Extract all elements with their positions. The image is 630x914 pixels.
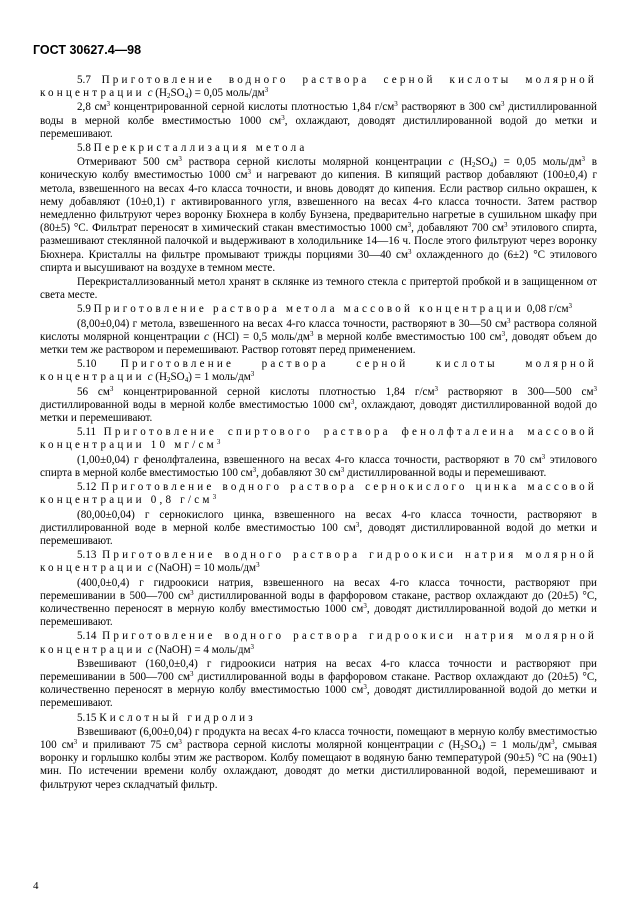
formula-part: SO bbox=[463, 738, 479, 751]
section-title: Кислотный гидролиз bbox=[99, 711, 256, 724]
formula-part: SO bbox=[170, 371, 185, 384]
formula-part: ) bbox=[493, 156, 497, 169]
section-number: 5.11 bbox=[77, 426, 97, 439]
formula-sub: 2 bbox=[471, 161, 476, 170]
section-title: Приготовление водного раствора сернокислого цинка массовой концентрации 0,8 г/см bbox=[40, 481, 597, 507]
section-5-12-heading bbox=[40, 481, 597, 507]
formula-part: SO bbox=[170, 87, 185, 100]
section-title: Приготовление раствора метола массовой концентрации bbox=[93, 303, 524, 316]
superscript: 3 bbox=[363, 683, 367, 692]
text: , добавляют 700 см bbox=[411, 222, 505, 235]
formula-symbol: c bbox=[438, 738, 444, 751]
text: дистиллированной воды в мерной колбе вместимостью 1000 см bbox=[40, 398, 351, 411]
text: и приливают 75 см bbox=[77, 738, 179, 751]
section-title: Приготовление водного раствора гидроокиси натрия молярной концентрации bbox=[40, 630, 597, 656]
section-5-12-body bbox=[40, 509, 597, 549]
superscript: 3 bbox=[212, 493, 217, 502]
text: (1,00±0,04) г фенолфталеина, взвешенного на весах 4-го класса точности, растворяют в 70 см bbox=[77, 453, 542, 466]
section-5-7-body bbox=[40, 101, 597, 141]
superscript: 3 bbox=[109, 384, 114, 393]
section-5-10-body bbox=[40, 386, 597, 426]
superscript: 3 bbox=[407, 247, 412, 256]
text: растворяют в 300 см bbox=[397, 101, 502, 114]
superscript: 3 bbox=[309, 329, 314, 338]
formula-value: (NaOH) = 4 моль/дм bbox=[155, 643, 251, 656]
formula-sub: 4 bbox=[489, 161, 494, 170]
superscript: 3 bbox=[252, 465, 257, 474]
text: концентрированной серной кислоты плотностью 1,84 г/см bbox=[110, 101, 395, 114]
superscript: 3 bbox=[106, 100, 111, 109]
formula-sub: 4 bbox=[184, 92, 189, 101]
text: (400,0±0,4) г гидроокиси натрия, взвешенного на весах 4-го класса точности, растворяют при перемешивании в 500—700 см bbox=[40, 576, 597, 602]
text: раствора соляной кислоты молярной концентрации bbox=[40, 317, 597, 343]
text: растворяют в 300—500 см bbox=[438, 385, 594, 398]
text: , смывая воронку и горлышко колбы этим же раствором. Колбу помещают в водяную баню температурой (90±5) °С на (90±1) мин. По истечении времени колбу охлаждают, доводят до метки дистиллированной водой, перемешивают и фильтруют через складчатый фильтр. bbox=[40, 738, 598, 791]
formula-part: ) bbox=[188, 371, 192, 384]
text: = 0,05 моль/дм bbox=[496, 156, 582, 169]
superscript: 3 bbox=[434, 384, 438, 393]
superscript: 3 bbox=[190, 669, 194, 678]
superscript: 3 bbox=[551, 737, 555, 746]
formula-part: SO bbox=[475, 156, 490, 169]
formula-part: ) bbox=[188, 87, 192, 100]
section-5-8-heading bbox=[40, 142, 597, 155]
superscript: 3 bbox=[501, 100, 505, 109]
text: 2,8 см bbox=[77, 101, 107, 114]
text: , доводят дистиллированной водой до метки и перемешивают. bbox=[40, 521, 598, 547]
section-title: Перекристаллизация метола bbox=[93, 142, 308, 155]
formula-sub: 4 bbox=[184, 376, 189, 385]
superscript: 3 bbox=[250, 642, 255, 651]
superscript: 3 bbox=[281, 113, 285, 122]
section-title: Приготовление водного раствора серной кислоты молярной концентрации bbox=[40, 74, 597, 100]
text: = 1 моль/дм bbox=[485, 738, 552, 751]
superscript: 3 bbox=[190, 588, 194, 597]
section-number: 5.7 bbox=[77, 74, 91, 86]
formula-value: = 1 моль/дм bbox=[191, 371, 251, 384]
formula-sub: 4 bbox=[478, 743, 482, 752]
text: Взвешивают (6,00±0,04) г продукта на весах 4-го класса точности, помещают в мерную колбу вместимостью 100 см bbox=[40, 725, 597, 751]
superscript: 3 bbox=[178, 737, 182, 746]
section-5-13-body bbox=[40, 577, 597, 630]
formula-part: (H bbox=[155, 371, 167, 384]
formula-part: (HCl) bbox=[213, 330, 239, 343]
formula-symbol: c bbox=[448, 156, 454, 169]
text: в мерной колбе вместимостью 100 см bbox=[313, 330, 502, 343]
superscript: 3 bbox=[407, 221, 412, 230]
superscript: 3 bbox=[355, 520, 360, 529]
superscript: 3 bbox=[250, 370, 255, 379]
section-5-15-heading bbox=[40, 712, 597, 725]
text: , добавляют 30 см bbox=[256, 466, 341, 479]
text: раствора серной кислоты молярной концентрации bbox=[181, 738, 434, 751]
superscript: 3 bbox=[568, 302, 572, 311]
text: 56 см bbox=[77, 385, 110, 398]
section-5-10-heading bbox=[40, 358, 597, 384]
document-header: ГОСТ 30627.4—98 bbox=[33, 43, 142, 57]
superscript: 3 bbox=[73, 737, 78, 746]
formula-value: = 0,05 моль/дм bbox=[191, 87, 265, 100]
text: концентрированной серной кислоты плотностью 1,84 г/см bbox=[113, 385, 435, 398]
text: Отмеривают 500 см bbox=[77, 156, 179, 169]
formula-symbol: c bbox=[147, 87, 153, 100]
text: (8,00±0,04) г метола, взвешенного на весах 4-го класса точности, растворяют в 30—50 см bbox=[77, 317, 508, 330]
text: , доводят объем до метки тем же раствором и перемешивают. Раствор готовят перед применением. bbox=[40, 330, 597, 357]
text: дистиллированной воды в мерной колбе вместимостью 1000 см bbox=[40, 101, 597, 127]
section-number: 5.10 bbox=[77, 358, 97, 371]
section-5-14-heading bbox=[40, 630, 597, 656]
superscript: 3 bbox=[247, 168, 252, 177]
superscript: 3 bbox=[216, 438, 221, 447]
text: охлажденного до (6±2) °С этилового спирта и высушивают на воздухе в темном месте. bbox=[40, 248, 597, 274]
section-5-11-body bbox=[40, 454, 597, 480]
section-5-11-heading bbox=[40, 426, 597, 452]
text: = 0,5 моль/дм bbox=[238, 330, 310, 343]
superscript: 3 bbox=[178, 155, 182, 164]
superscript: 3 bbox=[363, 601, 367, 610]
superscript: 3 bbox=[593, 384, 598, 393]
text: , охлаждают, доводят дистиллированной водой до метки и перемешивают. bbox=[40, 398, 597, 425]
document-body bbox=[40, 74, 597, 793]
superscript: 3 bbox=[501, 329, 506, 338]
section-5-9-heading bbox=[40, 303, 597, 316]
superscript: 3 bbox=[504, 221, 508, 230]
formula-symbol: c bbox=[147, 371, 153, 384]
superscript: 3 bbox=[256, 561, 260, 570]
text: , доводят дистиллированной водой до метки и перемешивают. bbox=[40, 684, 597, 710]
section-5-8-body bbox=[40, 156, 597, 275]
formula-symbol: c bbox=[147, 643, 153, 656]
text: раствора серной кислоты молярной концентрации bbox=[181, 156, 442, 169]
formula-part: (H bbox=[448, 738, 461, 751]
section-number: 5.12 bbox=[77, 481, 97, 494]
formula-sub: 2 bbox=[167, 376, 171, 385]
section-title: Приготовление спиртового раствора фенолфталеина массовой концентрации 10 мг/см bbox=[40, 426, 597, 452]
text: дистиллированной воды в фарфоровом стакане. Раствор охлаждают до (20±5) °С, количественно переносят в мерную колбу вместимостью 1000 см bbox=[40, 670, 597, 697]
formula-sub: 2 bbox=[460, 743, 464, 752]
superscript: 3 bbox=[394, 100, 398, 109]
formula-sub: 2 bbox=[167, 92, 171, 101]
formula-part: (H bbox=[460, 156, 472, 169]
superscript: 3 bbox=[350, 397, 355, 406]
section-number: 5.8 bbox=[77, 142, 91, 155]
section-number: 5.14 bbox=[77, 630, 97, 643]
text: , охлаждают, доводят дистиллированной водой до метки и перемешивают. bbox=[40, 114, 597, 140]
text: дистиллированной воды в фарфоровом стакане, раствор охлаждают до (20±5) °С, количественно переносят в мерную колбу вместимостью 1000 см bbox=[40, 589, 597, 615]
text: этилового спирта, размешивают стеклянной палочкой и выдерживают в холодильнике 14—16 ч. После этого фильтруют через воронку Бюхнера. Кристаллы на фильтре промывают трижды порциями 30—40 см bbox=[40, 222, 597, 261]
section-5-8-storage: Перекристаллизованный метол хранят в склянке из темного стекла с притертой пробкой и в защищенном от света месте. bbox=[40, 276, 597, 302]
formula-value: (NaOH) = 10 моль/дм bbox=[155, 562, 257, 575]
formula-symbol: c bbox=[147, 562, 153, 575]
formula-symbol: c bbox=[204, 330, 209, 343]
superscript: 3 bbox=[581, 155, 586, 164]
text: в коническую колбу вместимостью 1000 см bbox=[40, 156, 597, 182]
superscript: 3 bbox=[264, 86, 269, 95]
section-number: 5.9 bbox=[77, 303, 91, 316]
superscript: 3 bbox=[541, 452, 546, 461]
superscript: 3 bbox=[507, 316, 511, 325]
formula-part: ) bbox=[481, 738, 486, 751]
text: (80,00±0,04) г сернокислого цинка, взвешенного на весах 4-го класса точности, растворяют в дистиллированной воде в мерной колбе вместимостью 100 см bbox=[40, 508, 597, 534]
text: , доводят дистиллированной водой до метки и перемешивают. bbox=[40, 602, 597, 629]
section-title: Приготовление водного раствора гидроокиси натрия молярной концентрации bbox=[40, 549, 597, 575]
section-title: Приготовление раствора серной кислоты молярной концентрации bbox=[40, 358, 597, 384]
section-5-15-body bbox=[40, 726, 597, 792]
section-number: 5.15 bbox=[77, 711, 97, 724]
formula-value: 0,08 г/см bbox=[526, 303, 569, 316]
page-number: 4 bbox=[33, 880, 39, 892]
section-5-9-body bbox=[40, 318, 597, 358]
section-5-13-heading bbox=[40, 549, 597, 575]
section-5-7-heading bbox=[40, 74, 597, 100]
text: и нагревают до кипения. В кипящий раствор добавляют (100±0,4) г метола, взвешенного на весах 4-го класса точности, и вновь доводят до кипения. Если раствор сильно окрашен, к нему добавляют (10±0,1) г активированного угля, взвешенного на весах 4-го класса точности. Затем раствор немедленно фильтруют через воронку Бюхнера в колбу Бунзена, предварительно нагретые в сушильном шкафу при (80±5) °С. Фильтрат переносят в химический стакан вместимостью 1000 см bbox=[40, 169, 597, 235]
formula-part: (H bbox=[155, 87, 167, 100]
section-number: 5.13 bbox=[77, 549, 97, 562]
text: этилового спирта в мерной колбе вместимостью 100 см bbox=[40, 453, 597, 479]
text: дистиллированной воды и перемешивают. bbox=[344, 466, 547, 479]
superscript: 3 bbox=[340, 465, 345, 474]
text: Взвешивают (160,0±0,4) г гидроокиси натрия на весах 4-го класса точности и растворяют при перемешивании в 500—700 см bbox=[40, 657, 597, 683]
section-5-14-body bbox=[40, 658, 597, 711]
